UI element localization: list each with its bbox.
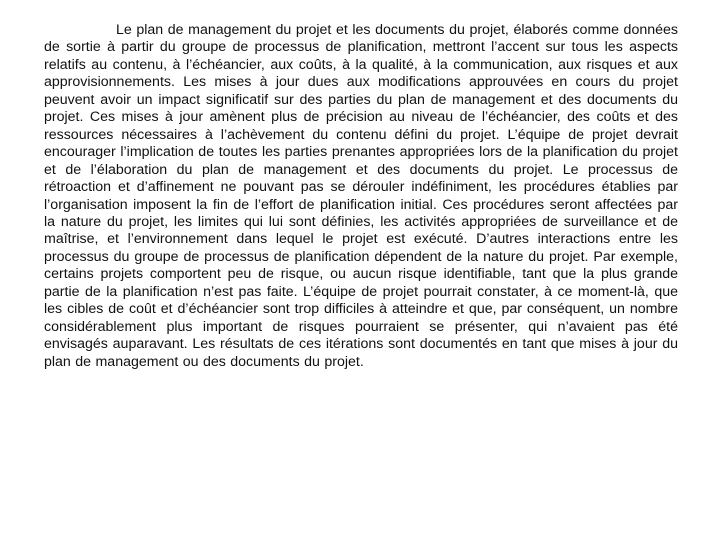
body-paragraph: Le plan de management du projet et les documents du projet, élaborés comme données de sortie à partir du groupe de processus de planification, mettront l’accent sur tous les aspects relatifs au contenu, à l’échéancier, aux coûts, à la qualité, à la communication, aux risques et aux approvisionnements. Les mises à jour dues aux modifications approuvées en cours du projet peuvent avoir un impact significatif sur des parties du plan de management et des documents du projet. Ces mises à jour amènent plus de précision au niveau de l’échéancier, des coûts et des ressources nécessaires à l’achèvement du contenu défini du projet. L’équipe de projet devrait encourager l’implication de toutes les parties prenantes appropriées lors de la planification du projet et de l’élaboration du plan de management et des documents du projet. Le processus de rétroaction et d’affinement ne pouvant pas se dérouler indéfiniment, les procédures établies par l’organisation imposent la fin de l’effort de planification initial. Ces procédures seront affectées par la nature du projet, les limites qui lui sont définies, les activités appropriées de surveillance et de maîtrise, et l’environnement dans lequel le projet est exécuté. D’autres interactions entre les processus du groupe de processus de planification dépendent de la nature du projet. Par exemple, certains projets comportent peu de risque, ou aucun risque identifiable, tant que la plus grande partie de la planification n’est pas faite. L’équipe de projet pourrait constater, à ce moment-là, que les cibles de coût et d’échéancier sont trop difficiles à atteindre et que, par conséquent, un nombre considérablement plus important de risques pourraient se présenter, qui n’avaient pas été envisagés auparavant. Les résultats de ces itérations sont documentés en tant que mises à jour du plan de management ou des documents du projet. — [44, 22, 678, 370]
